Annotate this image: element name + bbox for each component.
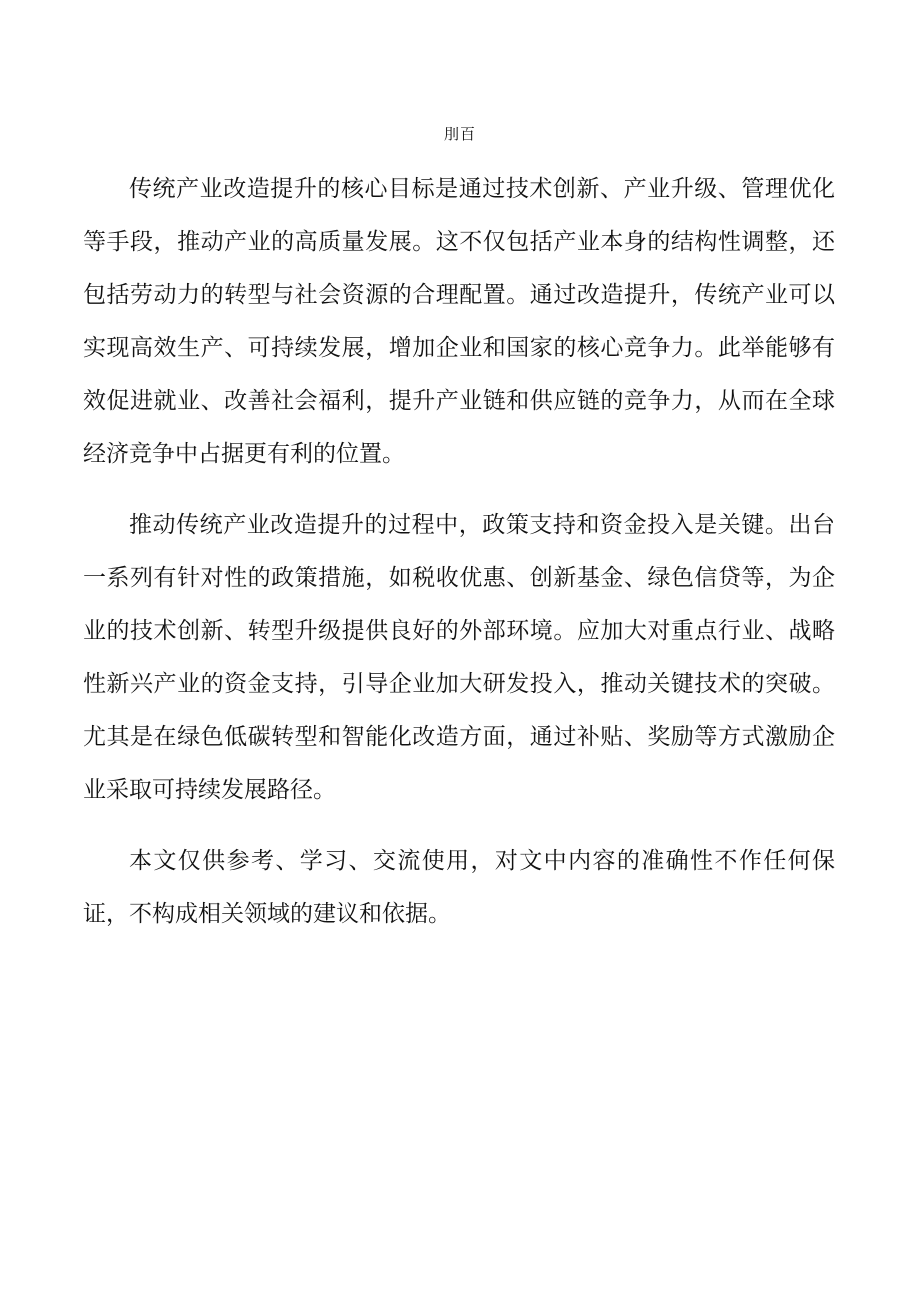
- paragraph-disclaimer: 本文仅供参考、学习、交流使用，对文中内容的准确性不作任何保证，不构成相关领域的建议和依据。: [83, 848, 835, 927]
- document-body: [83, 163, 835, 959]
- page-heading: 刖百: [443, 125, 476, 143]
- paragraph-policy: 推动传统产业改造提升的过程中，政策支持和资金投入是关键。出台一系列有针对性的政策措施，如税收优惠、创新基金、绿色信贷等，为企业的技术创新、转型升级提供良好的外部环境。应加大对重点行业、战略性新兴产业的资金支持，引导企业加大研发投入，推动关键技术的突破。尤其是在绿色低碳转型和智能化改造方面，通过补贴、奖励等方式激励企业采取可持续发展路径。: [83, 512, 835, 803]
- paragraph-intro: 传统产业改造提升的核心目标是通过技术创新、产业升级、管理优化等手段，推动产业的高质量发展。这不仅包括产业本身的结构性调整，还包括劳动力的转型与社会资源的合理配置。通过改造提升，传统产业可以实现高效生产、可持续发展，增加企业和国家的核心竞争力。此举能够有效促进就业、改善社会福利，提升产业链和供应链的竞争力，从而在全球经济竞争中占据更有利的位置。: [83, 176, 835, 467]
